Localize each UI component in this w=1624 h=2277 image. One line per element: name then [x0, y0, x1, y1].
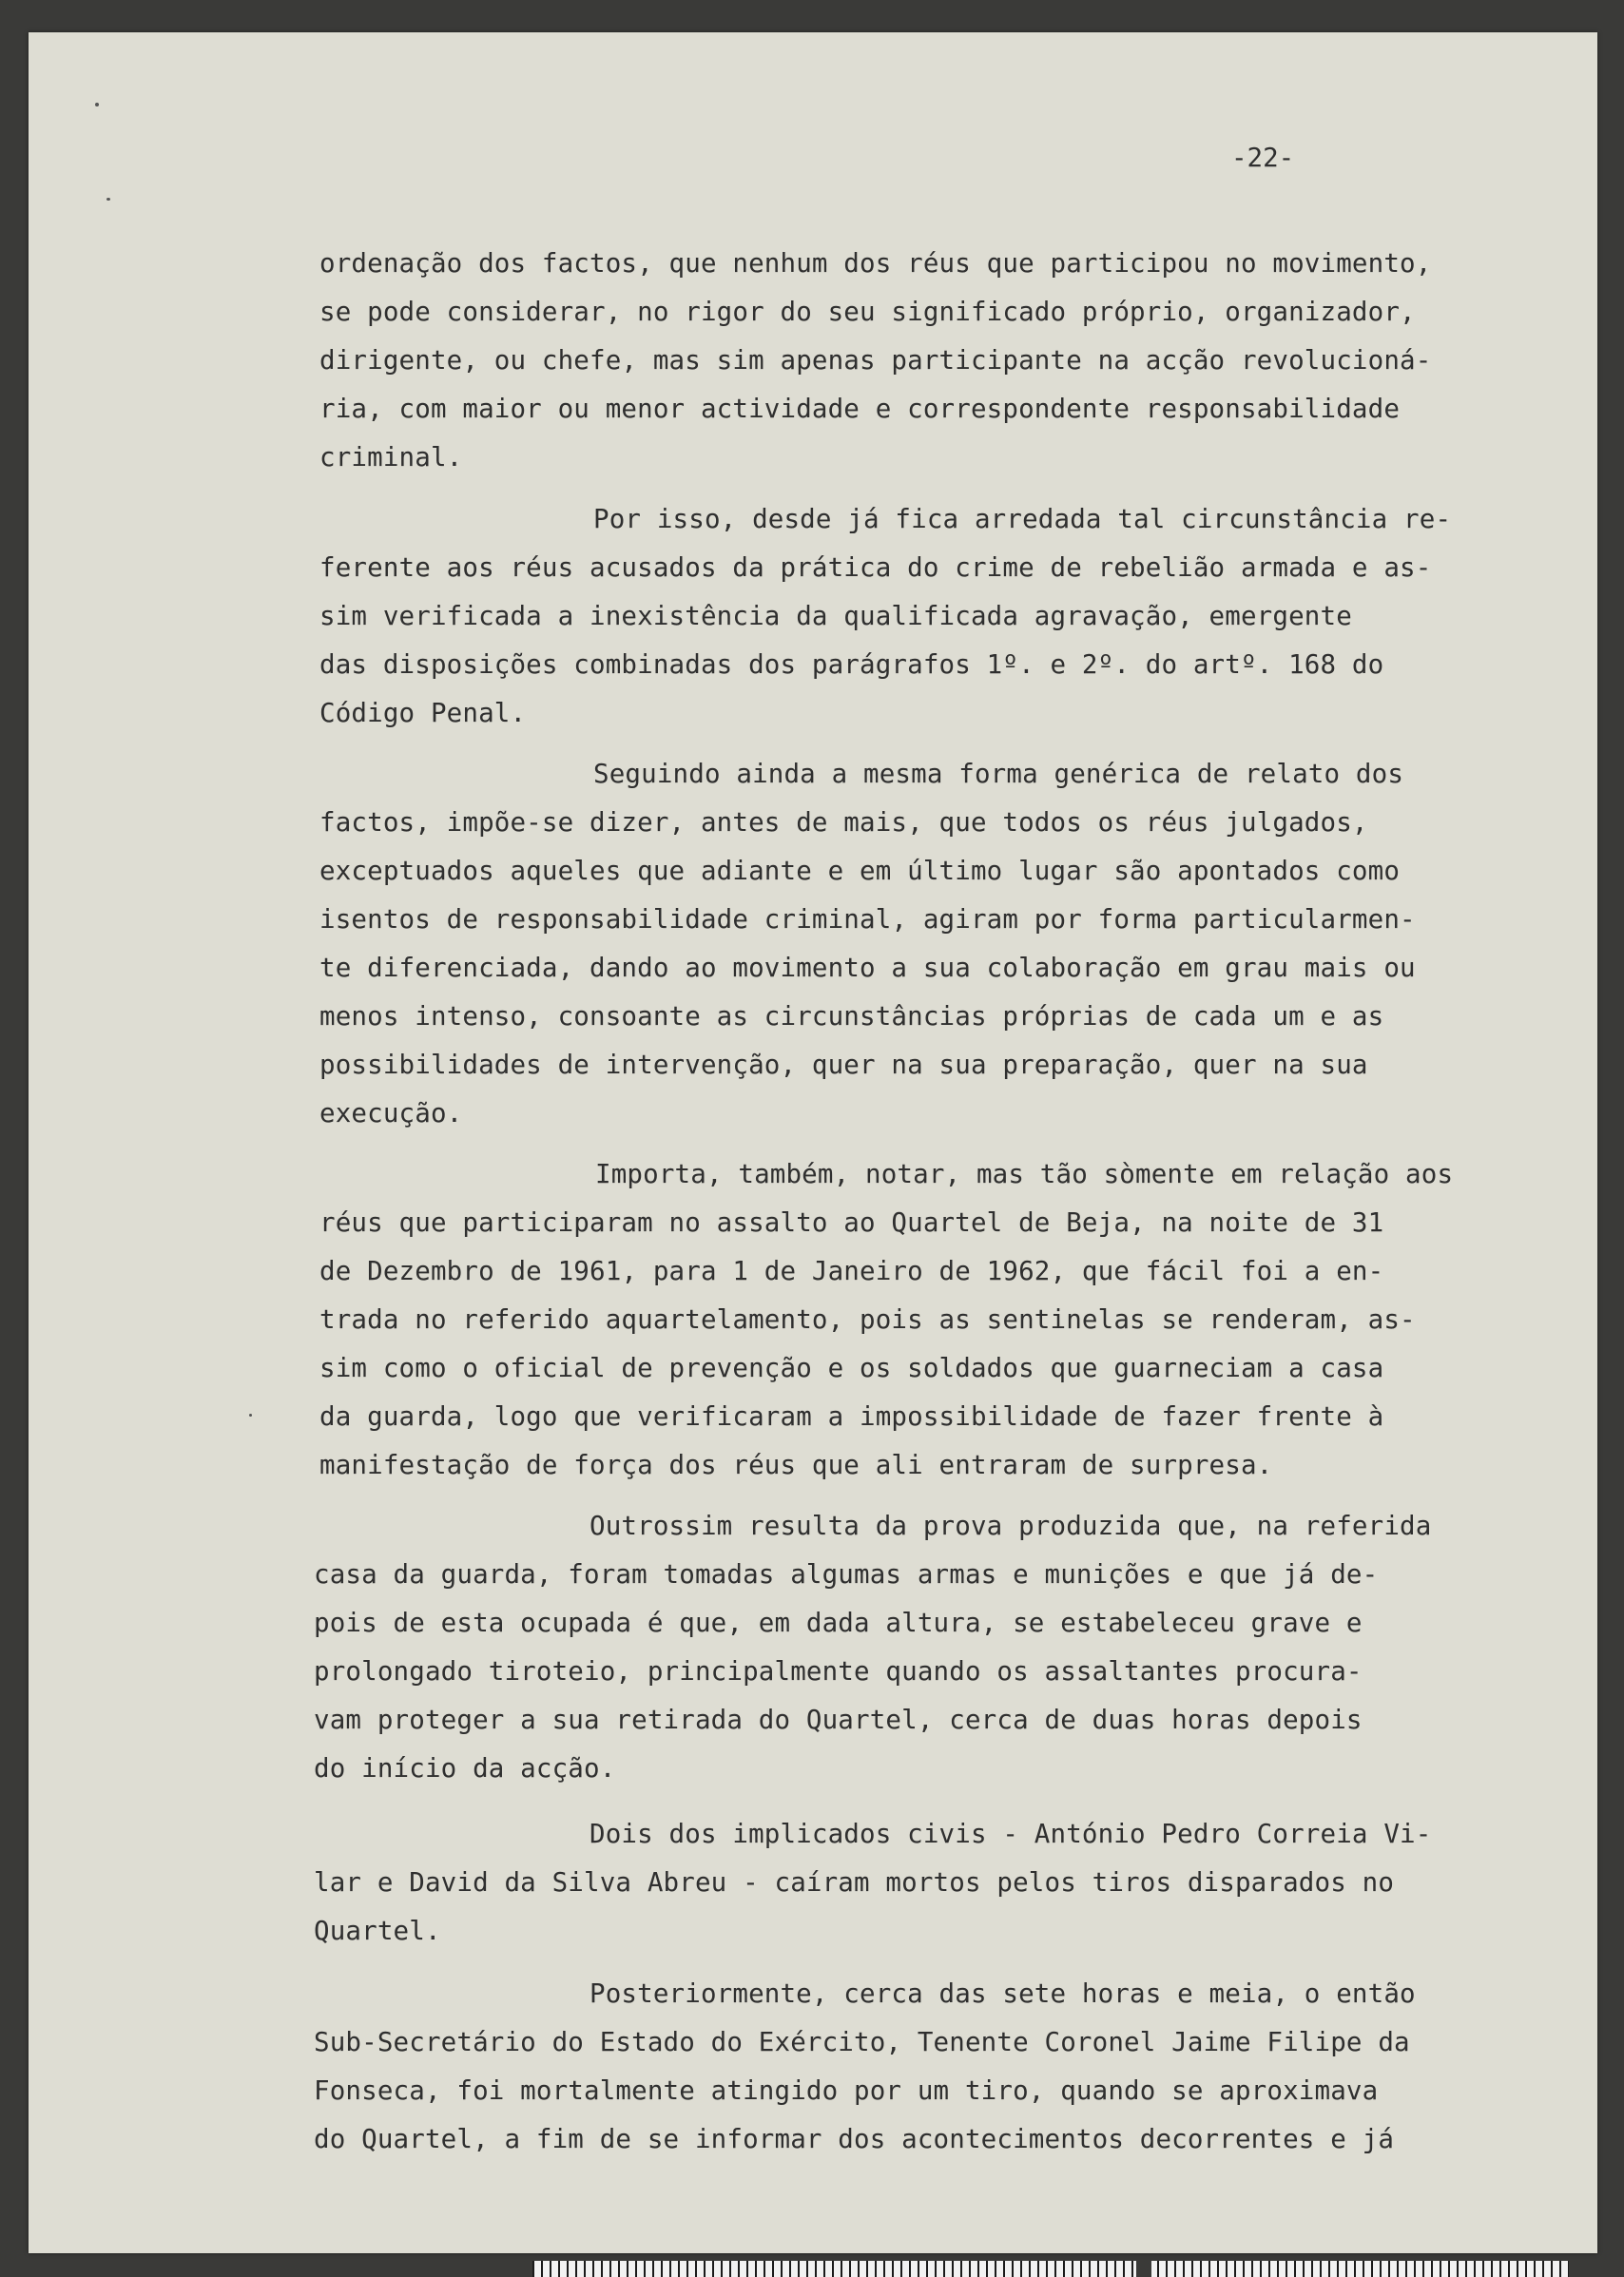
text-line: do Quartel, a fim de se informar dos acontecimentos decorrentes e já [314, 2124, 1395, 2154]
text-line: do início da acção. [314, 1753, 616, 1784]
text-line: sim verificada a inexistência da qualificada agravação, emergente [319, 601, 1352, 631]
text-line: menos intenso, consoante as circunstâncias próprias de cada um e as [319, 1001, 1384, 1032]
text-line: da guarda, logo que verificaram a impossibilidade de fazer frente à [319, 1401, 1384, 1432]
document-page [29, 32, 1597, 2253]
text-line: exceptuados aqueles que adiante e em último lugar são apontados como [319, 856, 1401, 886]
scan-speck [106, 198, 110, 201]
text-line: dirigente, ou chefe, mas sim apenas participante na acção revolucioná- [319, 345, 1432, 376]
text-line: Sub-Secretário do Estado do Exército, Tenente Coronel Jaime Filipe da [314, 2027, 1410, 2057]
text-line: te diferenciada, dando ao movimento a sua colaboração em grau mais ou [319, 953, 1416, 983]
text-line: prolongado tiroteio, principalmente quando os assaltantes procura- [314, 1656, 1363, 1687]
text-line: Código Penal. [319, 698, 527, 728]
text-line: Por isso, desde já fica arredada tal circunstância re- [593, 504, 1452, 534]
text-line: de Dezembro de 1961, para 1 de Janeiro de 1962, que fácil foi a en- [319, 1256, 1384, 1286]
text-line: ferente aos réus acusados da prática do crime de rebelião armada e as- [319, 552, 1432, 583]
scan-speck [95, 103, 99, 106]
ruler-gap [1136, 2261, 1151, 2277]
text-line: Seguindo ainda a mesma forma genérica de relato dos [593, 759, 1404, 789]
text-line: criminal. [319, 442, 463, 473]
text-line: lar e David da Silva Abreu - caíram mortos pelos tiros disparados no [314, 1867, 1395, 1898]
text-line: Outrossim resulta da prova produzida que, na referida [590, 1511, 1432, 1541]
text-line: factos, impõe-se dizer, antes de mais, que todos os réus julgados, [319, 807, 1368, 838]
page-number: -22- [1231, 143, 1295, 173]
text-line: manifestação de força dos réus que ali entraram de surpresa. [319, 1450, 1273, 1480]
text-line: Posteriormente, cerca das sete horas e meia, o então [590, 1978, 1416, 2009]
text-line: ria, com maior ou menor actividade e correspondente responsabilidade [319, 394, 1401, 424]
text-line: casa da guarda, foram tomadas algumas armas e munições e que já de- [314, 1559, 1379, 1590]
text-line: execução. [319, 1098, 463, 1129]
text-line: trada no referido aquartelamento, pois as sentinelas se renderam, as- [319, 1304, 1416, 1335]
scale-ruler [532, 2261, 1569, 2277]
text-line: Dois dos implicados civis - António Pedro Correia Vi- [590, 1819, 1432, 1849]
text-line: Importa, também, notar, mas tão sòmente em relação aos [595, 1159, 1454, 1189]
text-line: pois de esta ocupada é que, em dada altura, se estabeleceu grave e [314, 1608, 1363, 1638]
text-line: Quartel. [314, 1916, 441, 1946]
text-line: vam proteger a sua retirada do Quartel, cerca de duas horas depois [314, 1705, 1363, 1735]
text-line: ordenação dos factos, que nenhum dos réus que participou no movimento, [319, 248, 1432, 279]
text-line: sim como o oficial de prevenção e os soldados que guarneciam a casa [319, 1353, 1384, 1383]
text-line: possibilidades de intervenção, quer na sua preparação, quer na sua [319, 1050, 1368, 1080]
text-line: réus que participaram no assalto ao Quartel de Beja, na noite de 31 [319, 1207, 1384, 1238]
text-line: isentos de responsabilidade criminal, agiram por forma particularmen- [319, 904, 1416, 935]
text-line: das disposições combinadas dos parágrafos 1º. e 2º. do artº. 168 do [319, 649, 1384, 680]
text-line: Fonseca, foi mortalmente atingido por um tiro, quando se aproximava [314, 2075, 1379, 2106]
scan-speck [249, 1414, 252, 1417]
text-line: se pode considerar, no rigor do seu significado próprio, organizador, [319, 297, 1416, 327]
